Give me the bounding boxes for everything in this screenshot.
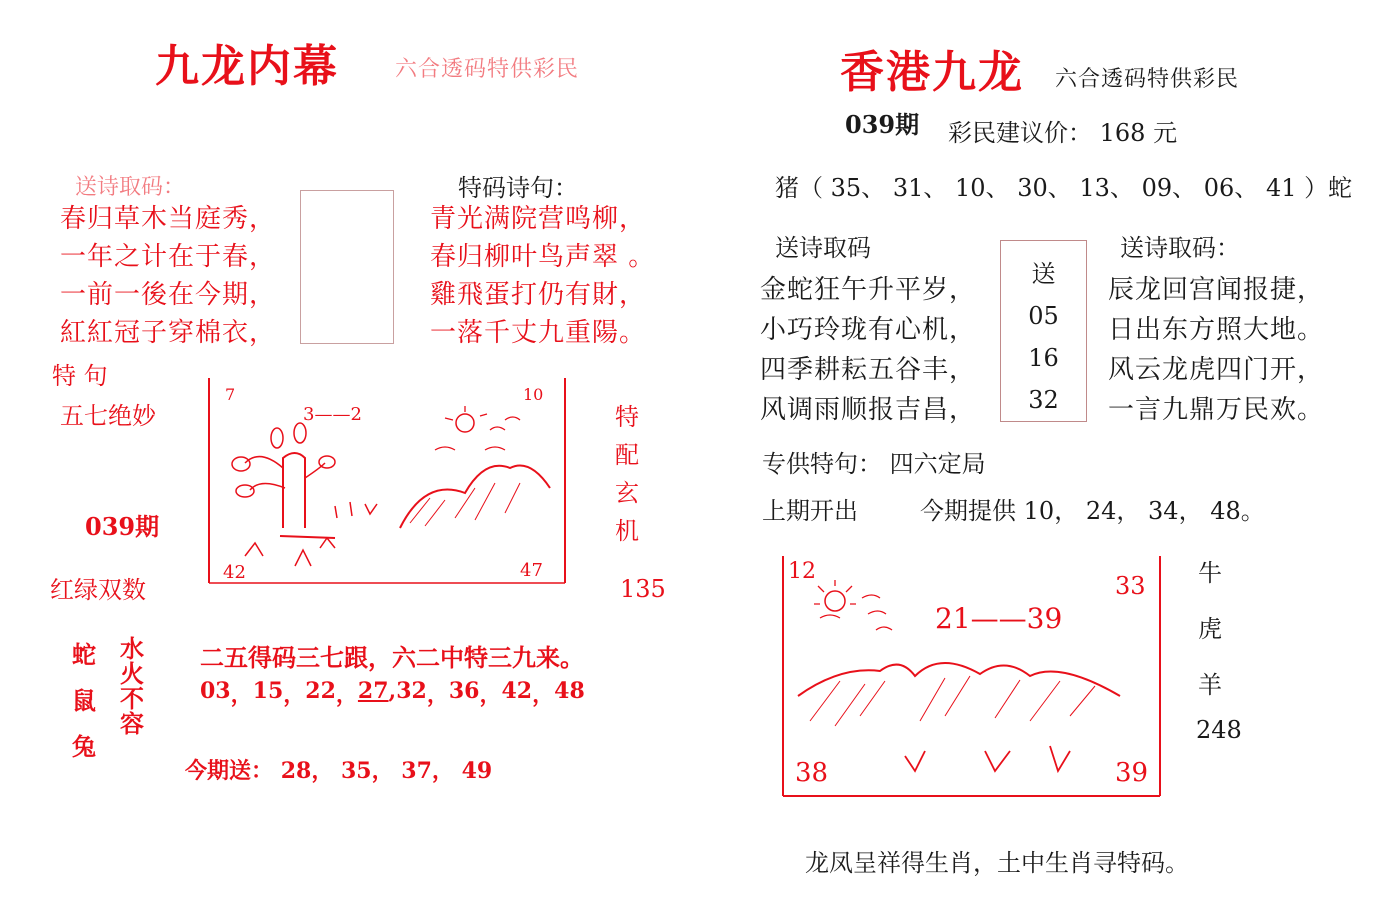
side-char: 特 (615, 403, 639, 431)
pig-number: 35 (830, 174, 862, 202)
poem-line: 风云龙虎四门开， (1108, 355, 1325, 385)
poem-line: 一落千丈九重陽。 (430, 318, 647, 348)
number: 42 (501, 678, 533, 704)
zodiac-char: 兔 (72, 732, 96, 761)
left-poem-right (430, 200, 655, 352)
special-value: 四六定局 (889, 450, 986, 478)
right-title: 香港九龙 (840, 47, 1024, 98)
provide-number: 34 (1148, 497, 1179, 525)
pig-number: 06 (1203, 174, 1235, 202)
poem-line: 一年之计在于春， (60, 242, 277, 272)
drawing-number-bottom-right: 39 (1115, 758, 1149, 788)
special-label: 专供特句： (762, 450, 882, 478)
poem-line: 金蛇狂午升平岁， (760, 275, 977, 305)
side-char: 机 (615, 517, 639, 545)
number: 48 (554, 678, 585, 704)
gift-number: 37 (401, 758, 432, 784)
pig-number: 09 (1141, 174, 1173, 202)
side-char: 羊 (1198, 671, 1222, 699)
poem-line: 辰龙回宫闻报捷， (1108, 275, 1325, 305)
poem-line: 风调雨顺报吉昌， (760, 395, 977, 425)
side-char: 玄 (615, 479, 639, 507)
pig-end: ）蛇 (1304, 174, 1353, 202)
right-provide: 今期提供 10， 24， 34， 48。 (920, 497, 1265, 525)
right-poem-right-title: 送诗取码： (1120, 234, 1240, 262)
element-char: 容 (120, 709, 144, 738)
pig-number: 41 (1265, 174, 1297, 202)
element-char: 水 (120, 634, 144, 663)
left-te-ju: 特 句 (52, 362, 108, 390)
gift-label: 今期送： (185, 758, 274, 784)
provide-number: 10 (1023, 497, 1055, 525)
right-pig-line: 猪（ 35、 31、 10、 30、 13、 09、 06、 41 ）蛇 (775, 174, 1353, 202)
poem-line: 一言九鼎万民欢。 (1108, 395, 1325, 425)
drawing-number-top-left: 7 (225, 385, 236, 404)
number: 03 (200, 678, 231, 704)
number: 22 (305, 678, 336, 704)
poem-line: 春归柳叶鸟声翠 。 (430, 242, 656, 272)
left-poem-left-title: 送诗取码： (75, 175, 186, 200)
left-drawing (205, 378, 570, 588)
drawing-number-bottom-right: 47 (520, 560, 543, 581)
poem-line: 青光满院营鸣柳， (430, 204, 647, 234)
box-chars (1001, 253, 1086, 421)
drawing-number-bottom-left: 38 (795, 758, 829, 788)
left-verse: 二五得码三七跟，六二中特三九来。 (200, 643, 584, 672)
drawing-number-top-right: 33 (1115, 572, 1146, 600)
price-unit: 元 (1153, 119, 1178, 147)
left-issue: 039期 (85, 512, 160, 541)
left-title: 九龙内幕 (155, 41, 339, 92)
right-poem-left-title: 送诗取码 (775, 234, 871, 262)
box-char: 送 (1031, 260, 1056, 288)
left-wuqi: 五七绝妙 (60, 402, 156, 430)
left-zodiac (72, 632, 96, 770)
poem-line: 小巧玲珑有心机， (760, 315, 977, 345)
left-poem-left (60, 200, 276, 352)
poem-line: 紅紅冠子穿棉衣， (60, 318, 277, 348)
provide-label: 今期提供 (920, 497, 1016, 525)
left-side-chars (615, 398, 639, 550)
drawing-number-top-left: 12 (788, 559, 816, 584)
pig-number: 31 (892, 174, 924, 202)
left-poem-right-title: 特码诗句： (458, 174, 578, 202)
number: 15 (252, 678, 284, 704)
gift-number: 49 (461, 758, 493, 784)
gift-number: 35 (340, 758, 372, 784)
element-char: 不 (120, 684, 144, 713)
right-drawing (780, 556, 1165, 801)
right-gift-box (1000, 240, 1087, 422)
poem-line: 春归草木当庭秀， (60, 204, 277, 234)
pig-number: 30 (1017, 174, 1048, 202)
drawing-arrow-text: 3——2 (303, 404, 362, 425)
drawing-number-top-right: 10 (523, 385, 544, 404)
price-label: 彩民建议价： (948, 119, 1092, 147)
pig-label: 猪（ (775, 174, 823, 202)
poem-line: 四季耕耘五谷丰， (760, 355, 977, 385)
drawing-number-bottom-left: 42 (223, 562, 246, 583)
box-char: 05 (1028, 302, 1059, 330)
right-poem-right (1108, 270, 1324, 430)
left-element-chars (120, 636, 144, 736)
element-char: 火 (120, 659, 144, 688)
number: 27 (357, 678, 389, 704)
pig-number: 13 (1079, 174, 1110, 202)
side-char: 配 (615, 441, 639, 469)
box-char: 16 (1028, 344, 1059, 372)
side-char: 牛 (1198, 559, 1222, 587)
left-gift: 今期送： 28， 35， 37， 49 (185, 758, 493, 784)
provide-number: 24 (1085, 497, 1117, 525)
left-subtitle: 六合透码特供彩民 (395, 57, 580, 82)
poem-line: 一前一後在今期， (60, 280, 277, 310)
left-numbers: 03 ， 15 ， 22 ， 27 , 32 ， 36 ， 42 ， 48 (200, 678, 585, 708)
right-price (948, 113, 1177, 148)
gift-number: 28 (280, 758, 312, 784)
provide-number: 48 (1210, 497, 1241, 525)
left-side-number: 135 (620, 575, 666, 603)
number: 32 (396, 678, 427, 704)
side-char: 虎 (1198, 615, 1222, 643)
zodiac-char: 蛇 (72, 640, 96, 669)
box-char: 32 (1028, 386, 1059, 414)
left-empty-box (300, 190, 394, 344)
pig-number: 10 (955, 174, 986, 202)
right-footer: 龙凤呈祥得生肖，土中生肖寻特码。 (805, 849, 1189, 877)
right-special (762, 444, 986, 479)
right-issue: 039期 (845, 110, 920, 139)
number: 36 (448, 678, 480, 704)
poem-line: 雞飛蛋打仍有財， (430, 280, 647, 310)
right-subtitle: 六合透码特供彩民 (1055, 67, 1240, 92)
poem-line: 日出东方照大地。 (1108, 315, 1325, 345)
zodiac-char: 鼠 (72, 686, 96, 715)
price-value: 168 (1099, 119, 1146, 147)
left-hong-lu: 红绿双数 (50, 576, 146, 604)
right-poem-left (760, 270, 976, 430)
drawing-arrow-text: 21——39 (935, 602, 1063, 635)
right-side-chars (1198, 545, 1222, 713)
right-side-number: 248 (1196, 716, 1242, 744)
right-last-label: 上期开出 (762, 497, 858, 525)
